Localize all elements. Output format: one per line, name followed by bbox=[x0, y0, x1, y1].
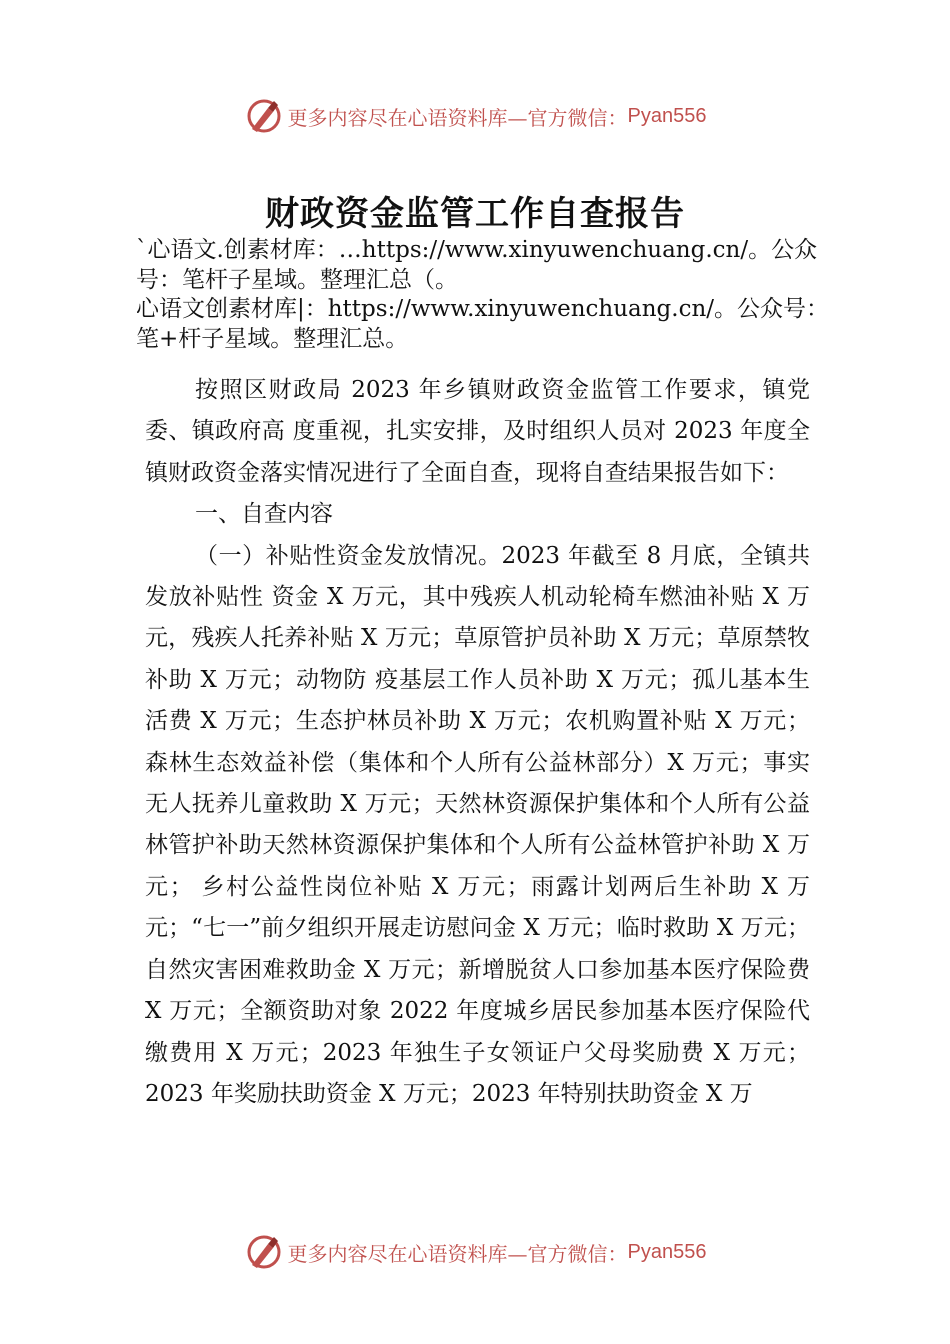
banner-wechat-id: Pyan556 bbox=[627, 1240, 707, 1263]
banner-wechat-id: Pyan556 bbox=[627, 104, 707, 127]
footer-watermark-banner bbox=[0, 1230, 950, 1274]
pen-logo-icon bbox=[244, 1232, 284, 1272]
banner-text: 更多内容尽在心语资料库—官方微信： bbox=[287, 1241, 628, 1266]
document-body bbox=[145, 370, 810, 1115]
subsidy-paragraph: （一）补贴性资金发放情况。2023 年截至 8 月底，全镇共发放补贴性 资金 X 万元，其中残疾人机动轮椅车燃油补贴 X 万元，残疾人托养补贴 X 万元；草原管护员补助 X 万元；草原禁牧补助 X 万元；动物防 疫基层工作人员补助 X 万元；孤儿基本生活费 X 万元；生态护林员补助 X 万元；农机购置补贴 X 万元；森林生态效益补偿（集体和个人所有公益林部分）X 万元；事实无人抚养儿童救助 X 万元；天然林资源保护集体和个人所有公益林管护补助天然林资源保护集体和个人所有公益林管护补助 X 万元； 乡村公益性岗位补贴 X 万元；雨露计划两后生补助 X 万元；“七一”前夕组织开展走访慰问金 X 万元；临时救助 X 万元；自然灾害困难救助金 X 万元；新增脱贫人口参加基本医疗保险费 X 万元；全额资助对象 2022 年度城乡居民参加基本医疗保险代缴费用 X 万元；2023 年独生子女领证户父母奖励费 X 万元；2023 年奖励扶助资金 X 万元；2023 年特别扶助资金 X 万 bbox=[145, 542, 810, 1107]
source-line-2: 心语文创素材库|：https://www.xinyuwenchuang.cn/。公众号：笔+杆子星域。整理汇总。 bbox=[136, 296, 830, 352]
source-line-1: `心语文.创素材库：…https://www.xinyuwenchuang.cn/。公众号：笔杆子星域。整理汇总（。 bbox=[136, 237, 818, 293]
header-watermark-banner bbox=[0, 94, 950, 138]
section-heading: 一、自查内容 bbox=[195, 501, 333, 528]
pen-logo-icon bbox=[244, 96, 284, 136]
banner-text: 更多内容尽在心语资料库—官方微信： bbox=[287, 105, 628, 130]
document-title: 财政资金监管工作自查报告 bbox=[265, 194, 685, 234]
intro-paragraph: 按照区财政局 2023 年乡镇财政资金监管工作要求，镇党委、镇政府高 度重视，扎实安排，及时组织人员对 2023 年度全镇财政资金落实情况进行了全面自查，现将自查结果报告如下： bbox=[145, 377, 810, 486]
